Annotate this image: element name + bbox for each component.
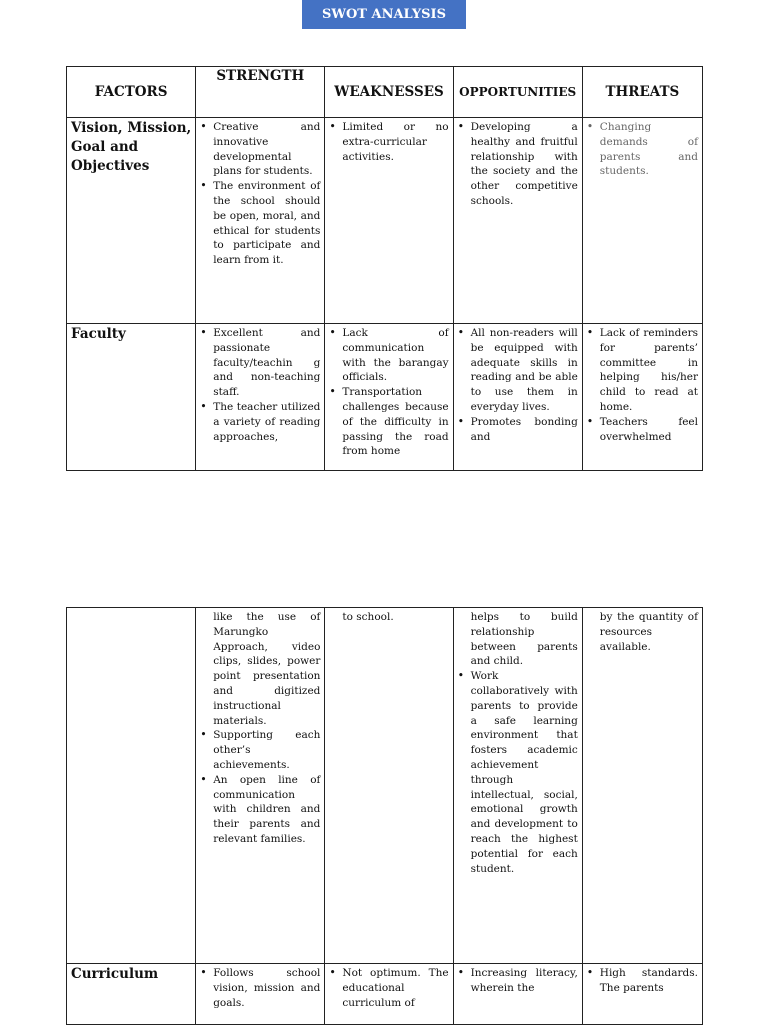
item-list — [196, 118, 324, 268]
item-list — [583, 324, 702, 444]
table-header-row — [67, 67, 703, 118]
factor-cell — [67, 324, 196, 471]
list-item: helps to build relationship between parents and child. — [470, 611, 578, 668]
factor-label: Curriculum — [71, 966, 159, 982]
header-threats: THREATS — [582, 67, 702, 118]
list-item: • Supporting each other’s achievements. — [213, 728, 320, 772]
weaknesses-cell — [325, 964, 453, 1025]
header-opportunities: OPPORTUNITIES — [453, 67, 582, 118]
header-strength: STRENGTH — [196, 67, 325, 118]
list-item: • Lack of communication with the barangay officials. — [342, 326, 448, 385]
item-list — [583, 964, 702, 996]
list-item: • Increasing literacy, wherein the — [471, 966, 578, 996]
list-item: • Transportation challenges because of the difficulty in passing the road from home — [342, 385, 448, 459]
list-item: • The environment of the school should be open, moral, and ethical for students to participate and learn from it. — [213, 179, 320, 268]
list-item: • Work collaboratively with parents to provide a safe learning environment that fosters academic achievement through intellectual, social, emotional growth and development to reach the highest potential for each student. — [471, 669, 578, 876]
opportunities-cell — [453, 964, 582, 1025]
list-item: • High standards. The parents — [600, 966, 698, 996]
header-factors: FACTORS — [67, 67, 196, 118]
list-item: • The teacher utilized a variety of reading approaches, — [213, 400, 320, 444]
table-row-faculty-continued — [67, 608, 703, 964]
item-list — [325, 608, 452, 625]
swot-table-page-2 — [66, 607, 703, 1025]
list-item: • Follows school vision, mission and goals. — [213, 966, 320, 1010]
page-title: SWOT ANALYSIS — [302, 0, 466, 29]
list-item: • Developing a healthy and fruitful relationship with the society and the other competitive schools. — [471, 120, 578, 209]
item-list — [454, 324, 582, 444]
threats-cell — [582, 608, 702, 964]
opportunities-cell — [453, 608, 582, 964]
list-item: • All non-readers will be equipped with adequate skills in reading and be able to use them in everyday lives. — [471, 326, 578, 415]
factor-label: Vision, Mission, Goal and Objectives — [71, 120, 192, 174]
list-item: by the quantity of resources available. — [599, 611, 698, 653]
item-list — [454, 608, 582, 876]
list-item: to school. — [342, 611, 394, 623]
table-row-vision — [67, 118, 703, 324]
factor-cell — [67, 964, 196, 1025]
item-list — [196, 608, 324, 847]
list-item: • Changing demands of parents and students. — [600, 120, 698, 179]
factor-cell — [67, 118, 196, 324]
opportunities-cell — [453, 324, 582, 471]
factor-label: Faculty — [71, 326, 126, 342]
threats-cell — [582, 964, 702, 1025]
threats-cell — [582, 324, 702, 471]
item-list — [325, 324, 452, 459]
opportunities-cell — [453, 118, 582, 324]
item-list — [583, 608, 702, 654]
list-item: • Promotes bonding and — [471, 415, 578, 445]
factor-cell — [67, 608, 196, 964]
item-list — [454, 118, 582, 209]
weaknesses-cell — [325, 608, 453, 964]
item-list — [196, 964, 324, 1010]
strength-cell — [196, 324, 325, 471]
list-item: • Excellent and passionate faculty/teachin g and non-teaching staff. — [213, 326, 320, 400]
table-row-faculty — [67, 324, 703, 471]
item-list — [196, 324, 324, 444]
strength-cell — [196, 608, 325, 964]
list-item: • Not optimum. The educational curriculum of — [342, 966, 448, 1010]
threats-cell — [582, 118, 702, 324]
list-item: • Teachers feel overwhelmed — [600, 415, 698, 445]
item-list — [325, 118, 452, 164]
item-list — [454, 964, 582, 996]
weaknesses-cell — [325, 324, 453, 471]
table-row-curriculum — [67, 964, 703, 1025]
list-item: • Lack of reminders for parents’ committee in helping his/her child to read at home. — [600, 326, 698, 415]
list-item: • Creative and innovative developmental plans for students. — [213, 120, 320, 179]
list-item: • Limited or no extra-curricular activities. — [342, 120, 448, 164]
item-list — [583, 118, 702, 179]
strength-cell — [196, 118, 325, 324]
weaknesses-cell — [325, 118, 453, 324]
header-weaknesses: WEAKNESSES — [325, 67, 453, 118]
strength-cell — [196, 964, 325, 1025]
item-list — [325, 964, 452, 1010]
swot-table-page-1 — [66, 66, 703, 471]
list-item: • An open line of communication with children and their parents and relevant families. — [213, 773, 320, 847]
list-item: like the use of Marungko Approach, video clips, slides, power point presentation and digitized instructional materials. — [213, 611, 321, 727]
